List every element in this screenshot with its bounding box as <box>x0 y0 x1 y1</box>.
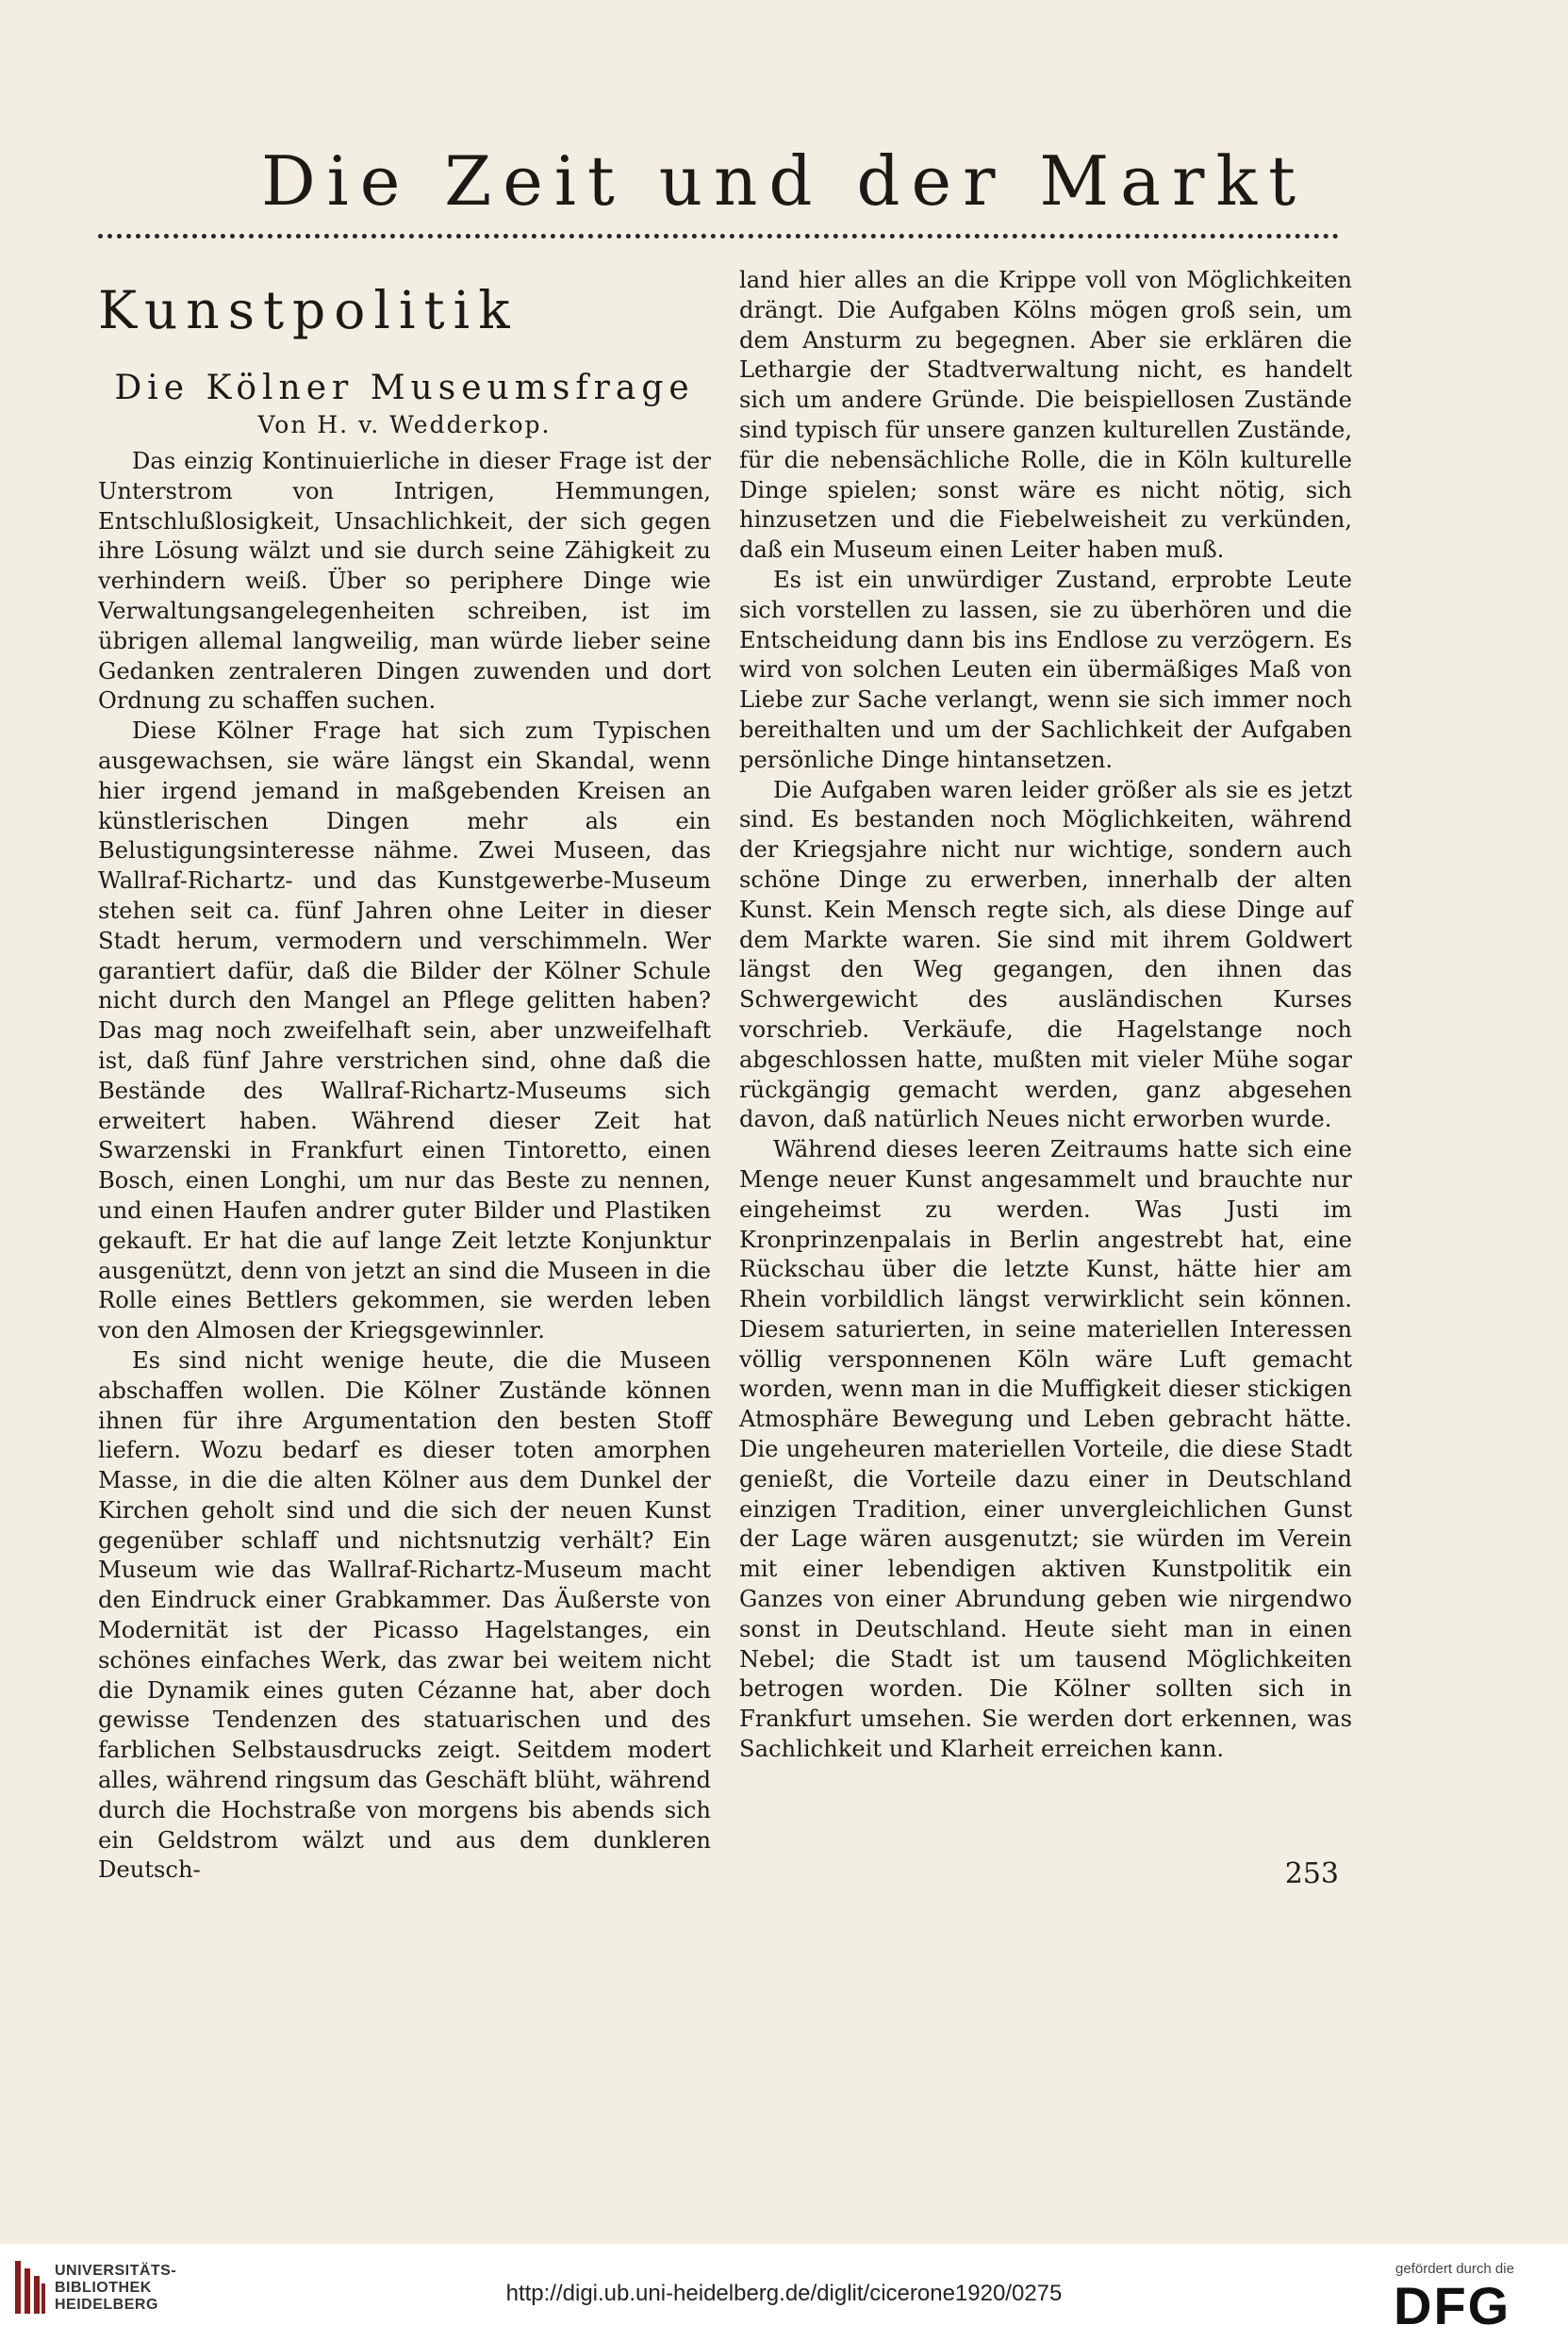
right-column <box>739 266 1352 1765</box>
page-number: 253 <box>1284 1857 1339 1890</box>
library-name-line: HEIDELBERG <box>55 2297 158 2313</box>
library-name-line: UNIVERSITÄTS- <box>55 2263 177 2279</box>
article-byline: Von H. v. Wedderkop. <box>257 411 552 438</box>
source-url-link[interactable]: http://digi.ub.uni-heidelberg.de/diglit/cicerone1920/0275 <box>505 2281 1063 2306</box>
paragraph: Die Aufgaben waren leider größer als sie es jetzt sind. Es bestanden noch Möglichkeiten, während der Kriegsjahre nicht nur wichtige, sondern auch schöne Dinge zu erwerben, innerhalb der alten Kunst. Kein Mensch regte sich, als diese Dinge auf dem Markte waren. Sie sind mit ihrem Goldwert längst den Weg gegangen, den ihnen das Schwergewicht des ausländischen Kurses vorschrieb. Verkäufe, die Hagelstange noch abgeschlossen hatte, mußten mit vieler Mühe sogar rückgängig gemacht werden, ganz abgesehen davon, daß natürlich Neues nicht erworben wurde. <box>739 776 1352 1133</box>
library-name-line: BIBLIOTHEK <box>55 2280 152 2296</box>
paragraph: Es sind nicht wenige heute, die die Museen abschaffen wollen. Die Kölner Zustände können ihnen für ihre Argumentation den besten Stoff liefern. Wozu bedarf es dieser toten amorphen Masse, in die die alten Kölner aus dem Dunkel der Kirchen geholt sind und die sich der neuen Kunst gegenüber schlaff und nichtsnutzig verhält? Ein Museum wie das Wallraf-Richartz-Museum macht den Eindruck einer Grabkammer. Das Äußerste von Modernität ist der Picasso Hagelstanges, ein schönes einfaches Werk, das zwar bei weitem nicht die Dynamik eines guten Cézanne hat, aber doch gewisse Tendenzen des statuarischen und des farblichen Selbstausdrucks zeigt. Seitdem modert alles, während ringsum das Geschäft blüht, während durch die Hochstraße von morgens bis abends sich ein Geldstrom wälzt und aus dem dunkleren Deutsch- <box>98 1346 711 1884</box>
dfg-logo: DFG <box>1394 2276 1511 2335</box>
paragraph: land hier alles an die Krippe voll von Möglichkeiten drängt. Die Aufgaben Kölns mögen groß sein, um dem Ansturm zu begegnen. Aber sie erklären die Lethargie der Stadtverwaltung nicht, es handelt sich um andere Gründe. Die beispiellosen Zustände sind typisch für unsere ganzen kulturellen Zustände, für die nebensächliche Rolle, die in Köln kulturelle Dinge spielen; sonst wäre es nicht nötig, sich hinzusetzen und die Fiebelweisheit zu verkünden, daß ein Museum einen Leiter haben muß. <box>739 267 1352 564</box>
paragraph: Während dieses leeren Zeitraums hatte sich eine Menge neuer Kunst angesammelt und brauchte nur eingeheimst zu werden. Was Justi im Kronprinzenpalais in Berlin angestrebt hat, eine Rückschau über die letzte Kunst, hätte hier am Rhein vorbildlich längst verwirklicht sein können. Diesem saturierten, in seine materiellen Interessen völlig versponnenen Köln wäre Luft gemacht worden, wenn man in die Muffigkeit dieser stickigen Atmosphäre Bewegung und Leben gebracht hätte. Die ungeheuren materiellen Vorteile, die diese Stadt genießt, die Vorteile dazu einer in Deutschland einzigen Tradition, einer unvergleichlichen Gunst der Lage wären ausgenutzt; sie würden im Verein mit einer lebendigen aktiven Kunstpolitik ein Ganzes von einer Abrundung geben wie nirgendwo sonst in Deutschland. Heute sieht man in einen Nebel; die Stadt ist um tausend Möglichkeiten betrogen worden. Die Kölner sollten sich in Frankfurt umsehen. Sie werden dort erkennen, was Sachlichkeit und Klarheit erreichen kann. <box>739 1136 1352 1763</box>
left-column <box>98 266 711 1886</box>
paragraph: Diese Kölner Frage hat sich zum Typischen ausgewachsen, sie wäre längst ein Skandal, wenn hier irgend jemand in maßgebenden Kreisen an künstlerischen Dingen mehr als ein Belustigungsinteresse nähme. Zwei Museen, das Wallraf-Richartz- und das Kunstgewerbe-Museum stehen seit ca. fünf Jahren ohne Leiter in dieser Stadt herum, vermodern und verschimmeln. Wer garantiert dafür, daß die Bilder der Kölner Schule nicht durch den Mangel an Pflege gelitten haben? Das mag noch zweifelhaft sein, aber unzweifelhaft ist, daß fünf Jahre verstrichen sind, ohne daß die Bestände des Wallraf-Richartz-Museums sich erweitert haben. Während dieser Zeit hat Swarzenski in Frankfurt einen Tintoretto, einen Bosch, einen Longhi, um nur das Beste zu nennen, und einen Haufen andrer guter Bilder und Plastiken gekauft. Er hat die auf lange Zeit letzte Konjunktur ausgenützt, denn von jetzt an sind die Museen in die Rolle eines Bettlers gekommen, sie werden leben von den Almosen der Kriegsgewinnler. <box>98 717 711 1344</box>
article-subtitle: Die Kölner Museumsfrage <box>114 369 695 407</box>
page-header-title: Die Zeit und der Markt <box>260 141 1308 221</box>
header-dotted-rule <box>98 234 1339 239</box>
paragraph: Das einzig Kontinuierliche in dieser Frage ist der Unterstrom von Intrigen, Hemmungen, Entschlußlosigkeit, Unsachlichkeit, der sich gegen ihre Lösung wälzt und sie durch seine Zähigkeit zu verhindern weiß. Über so periphere Dinge wie Verwaltungsangelegenheiten schreiben, ist im übrigen allemal langweilig, man würde lieber seine Gedanken zentraleren Dingen zuwenden und dort Ordnung zu schaffen suchen. <box>98 448 711 715</box>
section-title: Kunstpolitik <box>98 280 519 340</box>
funding-note: gefördert durch die <box>1395 2261 1514 2277</box>
footer-bar <box>0 2244 1568 2341</box>
paragraph: Es ist ein unwürdiger Zustand, erprobte Leute sich vorstellen zu lassen, sie zu überhören und die Entscheidung dann bis ins Endlose zu verzögern. Es wird von solchen Leuten ein übermäßiges Maß von Liebe zur Sache verlangt, wenn sie sich immer noch bereithalten und um der Sachlichkeit der Aufgaben persönliche Dinge hintansetzen. <box>739 566 1352 773</box>
